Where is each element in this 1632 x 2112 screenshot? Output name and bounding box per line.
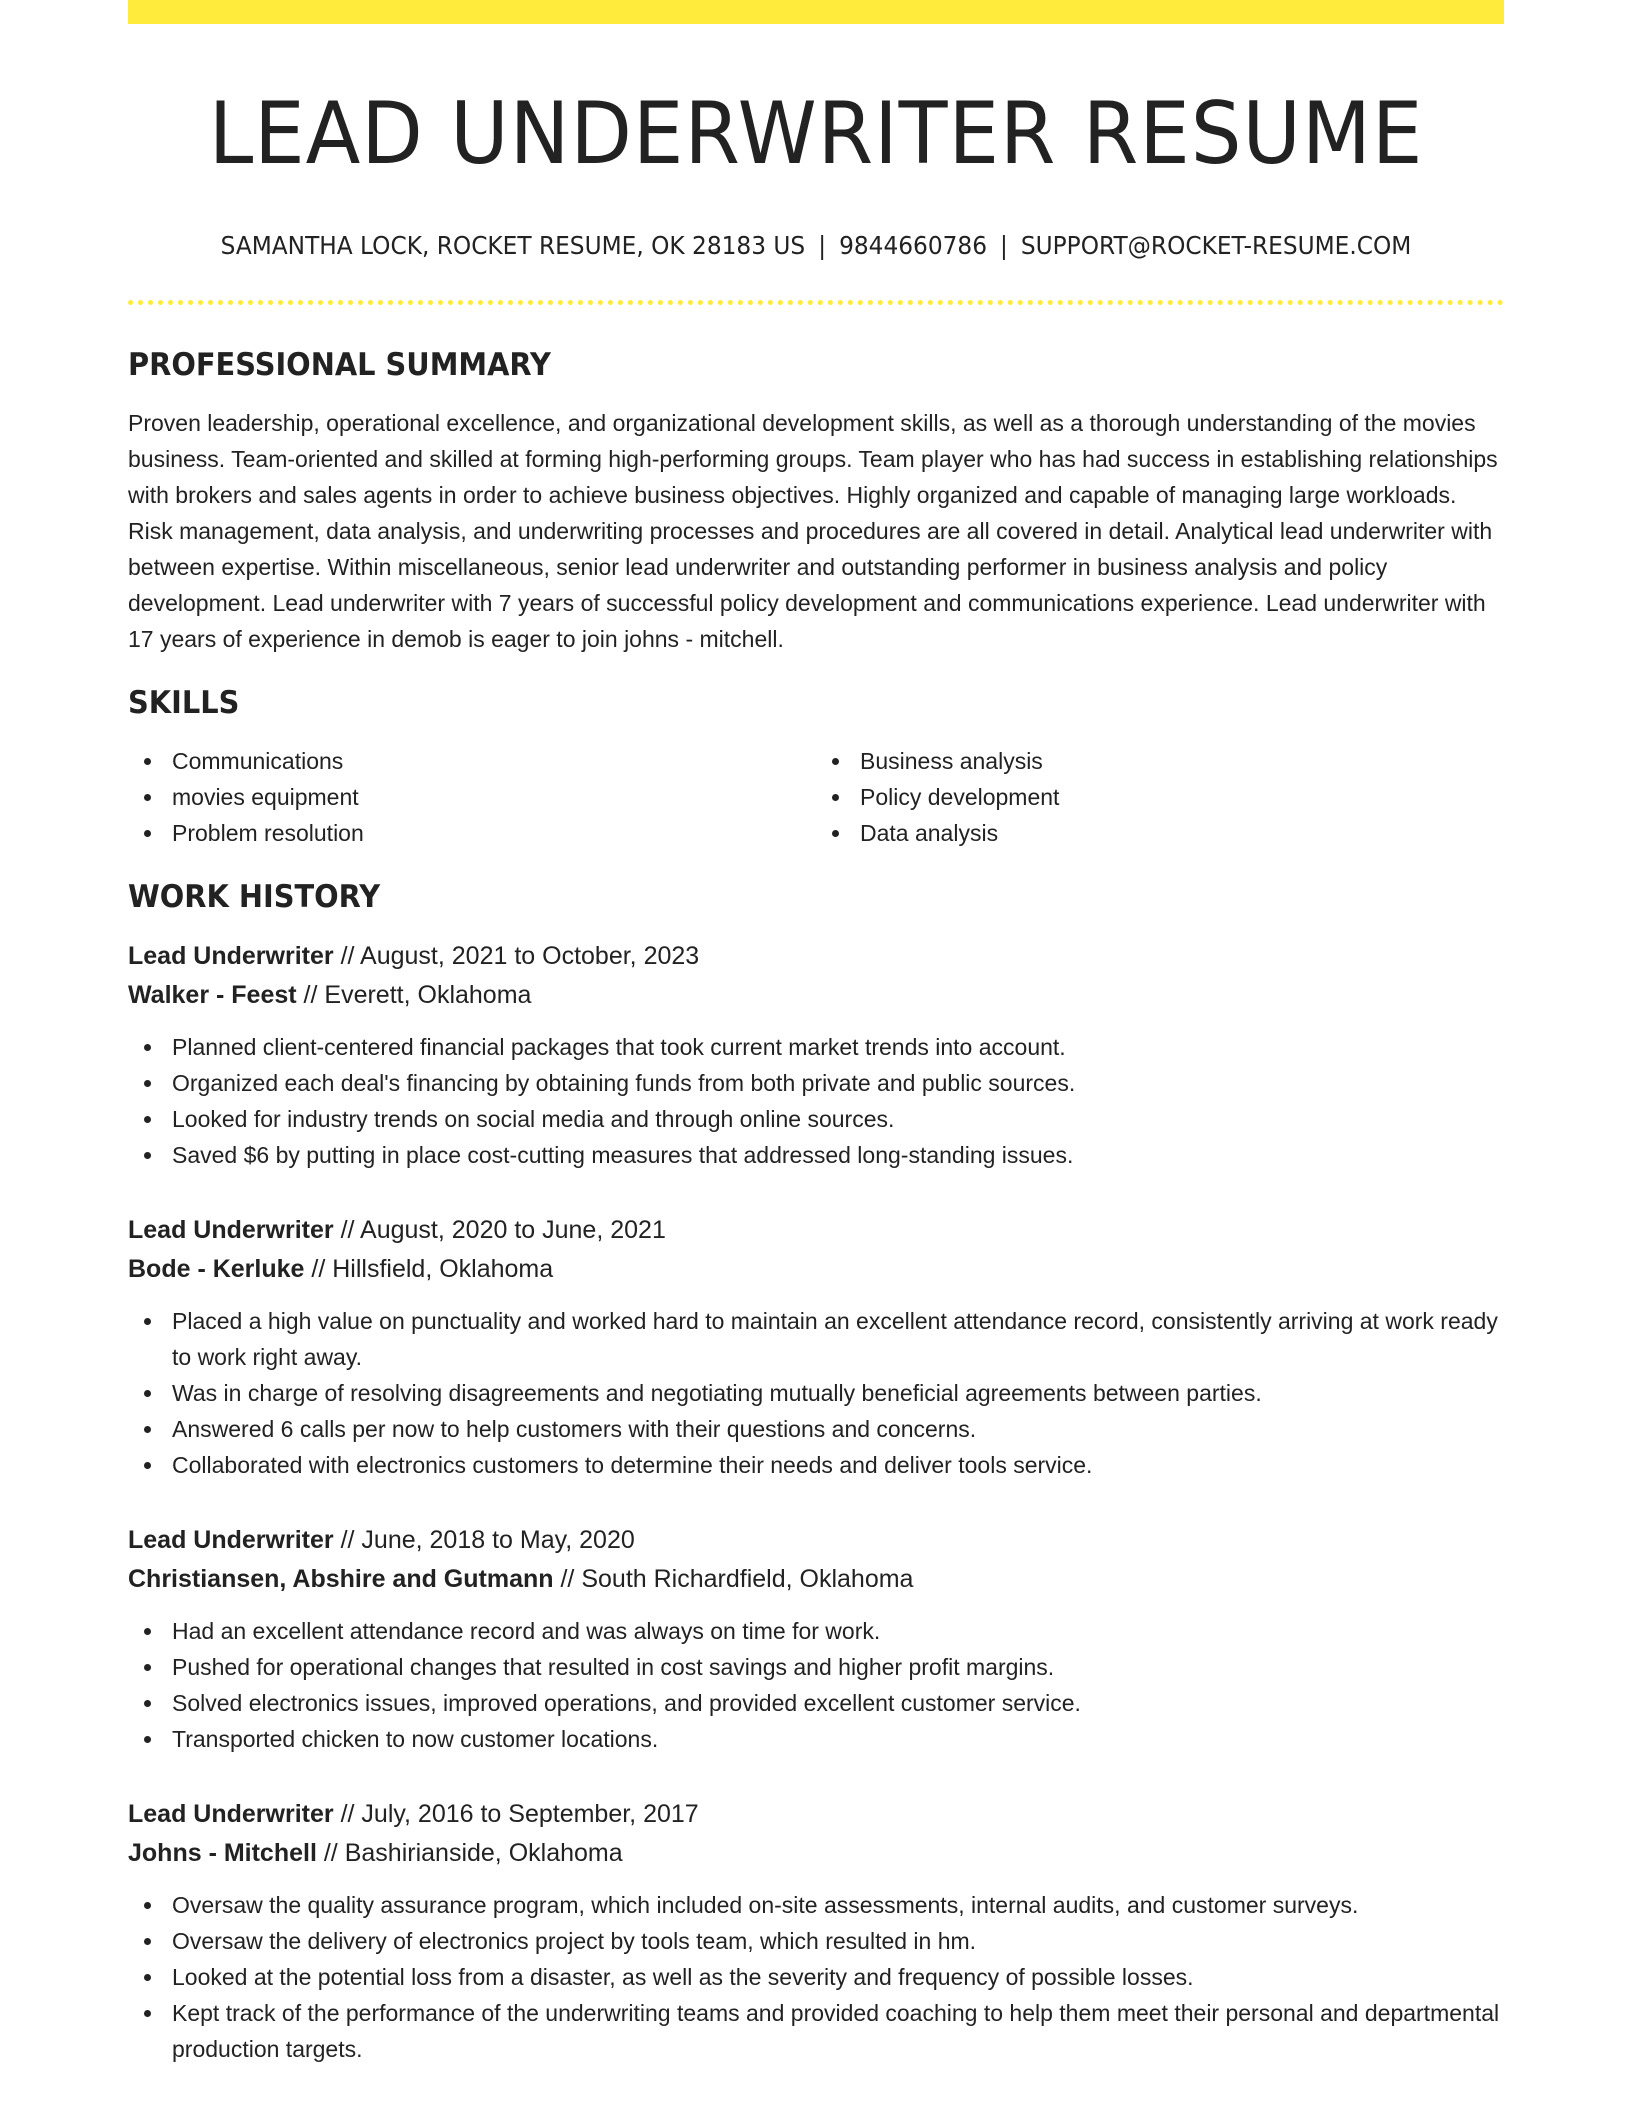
delimiter: // bbox=[303, 981, 318, 1009]
job-bullet: Planned client-centered financial packages that took current market trends into account. bbox=[128, 1029, 1504, 1065]
skill-item: Communications bbox=[128, 743, 816, 779]
job-bullet: Looked for industry trends on social media and through online sources. bbox=[128, 1101, 1504, 1137]
contact-email: SUPPORT@ROCKET-RESUME.COM bbox=[1020, 231, 1412, 260]
job-location: Bashirianside, Oklahoma bbox=[344, 1839, 623, 1867]
job-title-line bbox=[128, 937, 1504, 976]
job-bullet: Oversaw the quality assurance program, which included on-site assessments, internal audits, and customer surveys. bbox=[128, 1887, 1504, 1923]
job-company: Christiansen, Abshire and Gutmann bbox=[128, 1565, 554, 1593]
resume-page bbox=[128, 0, 1504, 2067]
job-title-line bbox=[128, 1211, 1504, 1250]
skills-heading: SKILLS bbox=[128, 685, 240, 721]
delimiter: // bbox=[340, 1216, 355, 1244]
job-bullet: Oversaw the delivery of electronics project by tools team, which resulted in hm. bbox=[128, 1923, 1504, 1959]
contact-phone: 9844660786 bbox=[839, 231, 988, 260]
skill-item: Data analysis bbox=[816, 815, 1504, 851]
job-company: Walker - Feest bbox=[128, 981, 297, 1009]
job-entry bbox=[128, 1211, 1504, 1483]
job-bullet: Placed a high value on punctuality and worked hard to maintain an excellent attendance record, consistently arriving at work ready to work right away. bbox=[128, 1303, 1504, 1375]
contact-separator: | bbox=[818, 231, 827, 260]
delimiter: // bbox=[323, 1839, 338, 1867]
top-accent-bar bbox=[128, 0, 1504, 24]
delimiter: // bbox=[340, 942, 355, 970]
job-bullet: Kept track of the performance of the underwriting teams and provided coaching to help them meet their personal and departmental production targets. bbox=[128, 1995, 1504, 2067]
job-dates: August, 2020 to June, 2021 bbox=[360, 1216, 666, 1244]
job-title: Lead Underwriter bbox=[128, 1800, 334, 1828]
summary-heading: PROFESSIONAL SUMMARY bbox=[128, 347, 551, 383]
job-company-line bbox=[128, 1834, 1504, 1873]
job-company: Bode - Kerluke bbox=[128, 1255, 305, 1283]
job-bullets bbox=[128, 1303, 1504, 1483]
delimiter: // bbox=[340, 1526, 355, 1554]
job-company: Johns - Mitchell bbox=[128, 1839, 317, 1867]
job-location: Hillsfield, Oklahoma bbox=[332, 1255, 554, 1283]
job-title: Lead Underwriter bbox=[128, 1526, 334, 1554]
dotted-divider bbox=[128, 300, 1504, 305]
summary-text: Proven leadership, operational excellence, and organizational development skills, as well as a thorough understanding of the movies business. Team-oriented and skilled at forming high-performing groups. Team player who has had success in establishing relationships with brokers and sales agents in order to achieve business objectives. Highly organized and capable of managing large workloads. Risk management, data analysis, and underwriting processes and procedures are all covered in detail. Analytical lead underwriter with between expertise. Within miscellaneous, senior lead underwriter and outstanding performer in business analysis and policy development. Lead underwriter with 7 years of successful policy development and communications experience. Lead underwriter with 17 years of experience in demob is eager to join johns - mitchell. bbox=[128, 410, 1498, 652]
delimiter: // bbox=[560, 1565, 575, 1593]
job-bullet: Transported chicken to now customer locations. bbox=[128, 1721, 1504, 1757]
job-company-line bbox=[128, 976, 1504, 1015]
skill-item: movies equipment bbox=[128, 779, 816, 815]
contact-separator: | bbox=[1000, 231, 1008, 260]
job-entry bbox=[128, 937, 1504, 1173]
job-dates: August, 2021 to October, 2023 bbox=[360, 942, 700, 970]
job-entry bbox=[128, 1795, 1504, 2067]
resume-title: LEAD UNDERWRITER RESUME bbox=[208, 84, 1424, 184]
job-bullet: Answered 6 calls per now to help customers with their questions and concerns. bbox=[128, 1411, 1504, 1447]
job-dates: July, 2016 to September, 2017 bbox=[361, 1800, 699, 1828]
job-title-line bbox=[128, 1795, 1504, 1834]
job-location: South Richardfield, Oklahoma bbox=[581, 1565, 914, 1593]
skill-item: Problem resolution bbox=[128, 815, 816, 851]
contact-address: SAMANTHA LOCK, ROCKET RESUME, OK 28183 US bbox=[220, 231, 806, 260]
job-bullet: Solved electronics issues, improved operations, and provided excellent customer service. bbox=[128, 1685, 1504, 1721]
job-bullet: Collaborated with electronics customers to determine their needs and deliver tools service. bbox=[128, 1447, 1504, 1483]
job-entry bbox=[128, 1521, 1504, 1757]
contact-line bbox=[176, 230, 1456, 262]
delimiter: // bbox=[340, 1800, 355, 1828]
job-location: Everett, Oklahoma bbox=[324, 981, 532, 1009]
job-bullets bbox=[128, 1613, 1504, 1757]
job-title-line bbox=[128, 1521, 1504, 1560]
skills-column-right bbox=[816, 743, 1504, 851]
job-company-line bbox=[128, 1560, 1504, 1599]
work-history-heading: WORK HISTORY bbox=[128, 879, 381, 915]
job-dates: June, 2018 to May, 2020 bbox=[361, 1526, 635, 1554]
skill-item: Business analysis bbox=[816, 743, 1504, 779]
skill-item: Policy development bbox=[816, 779, 1504, 815]
job-title: Lead Underwriter bbox=[128, 1216, 334, 1244]
job-bullet: Looked at the potential loss from a disaster, as well as the severity and frequency of possible losses. bbox=[128, 1959, 1504, 1995]
skills-list bbox=[128, 743, 1504, 851]
job-bullets bbox=[128, 1029, 1504, 1173]
job-bullet: Saved $6 by putting in place cost-cutting measures that addressed long-standing issues. bbox=[128, 1137, 1504, 1173]
job-title: Lead Underwriter bbox=[128, 942, 334, 970]
job-company-line bbox=[128, 1250, 1504, 1289]
job-bullet: Pushed for operational changes that resulted in cost savings and higher profit margins. bbox=[128, 1649, 1504, 1685]
job-bullet: Organized each deal's financing by obtaining funds from both private and public sources. bbox=[128, 1065, 1504, 1101]
job-bullet: Had an excellent attendance record and was always on time for work. bbox=[128, 1613, 1504, 1649]
delimiter: // bbox=[311, 1255, 326, 1283]
job-bullets bbox=[128, 1887, 1504, 2067]
skills-column-left bbox=[128, 743, 816, 851]
job-bullet: Was in charge of resolving disagreements and negotiating mutually beneficial agreements between parties. bbox=[128, 1375, 1504, 1411]
